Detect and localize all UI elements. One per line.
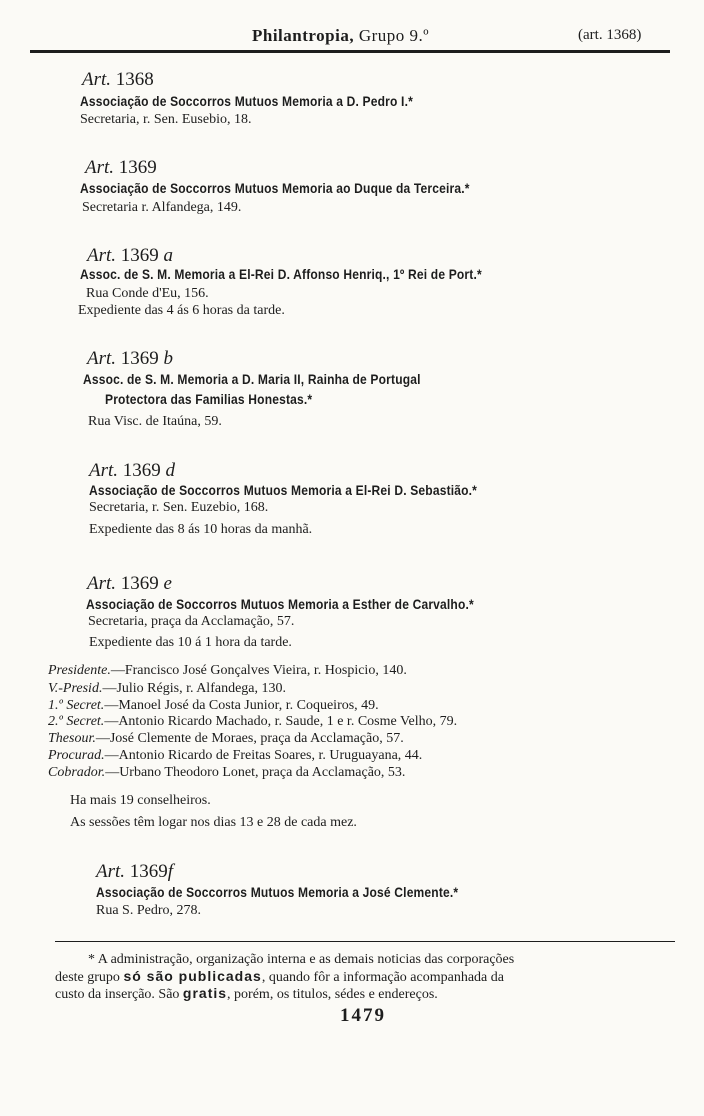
officer-row: Procurad.—Antonio Ricardo de Freitas Soares, r. Uruguayana, 44. bbox=[48, 748, 423, 763]
article-heading: Art. 1369 a bbox=[87, 245, 174, 266]
article-heading: Art. 1369 e bbox=[87, 573, 172, 594]
officer-row: 2.º Secret.—Antonio Ricardo Machado, r. Saude, 1 e r. Cosme Velho, 79. bbox=[48, 714, 458, 729]
entry-name: Associação de Soccorros Mutuos Memoria a D. Pedro I.* bbox=[80, 93, 413, 109]
header-group: Grupo 9.º bbox=[358, 26, 430, 45]
article-heading: Art. 1369 b bbox=[87, 348, 174, 369]
footnote-line: custo da inserção. São gratis, porém, os titulos, sédes e endereços. bbox=[55, 985, 438, 1002]
header-article-ref: (art. 1368) bbox=[578, 27, 642, 43]
officer-row: Cobrador.—Urbano Theodoro Lonet, praça da Acclamação, 53. bbox=[48, 765, 406, 780]
article-heading: Art. 1368 bbox=[82, 69, 154, 90]
entry-address: Rua Conde d'Eu, 156. bbox=[86, 286, 209, 301]
footnote-line: deste grupo só são publicadas, quando fôr a informação acompanhada da bbox=[55, 968, 504, 985]
article-heading: Art. 1369f bbox=[96, 861, 174, 882]
entry-name: Associação de Soccorros Mutuos Memoria ao Duque da Terceira.* bbox=[80, 180, 470, 196]
entry-name: Associação de Soccorros Mutuos Memoria a José Clemente.* bbox=[96, 884, 459, 900]
entry-address: Rua S. Pedro, 278. bbox=[96, 903, 201, 918]
entry-address: Rua Visc. de Itaúna, 59. bbox=[88, 414, 222, 429]
entry-name: Assoc. de S. M. Memoria a D. Maria II, Rainha de Portugal bbox=[83, 371, 421, 387]
sessions-note: As sessões têm logar nos dias 13 e 28 de cada mez. bbox=[70, 815, 357, 830]
footnote-rule bbox=[55, 941, 675, 942]
entry-address: Secretaria, praça da Acclamação, 57. bbox=[88, 614, 295, 629]
entry-address: Secretaria, r. Sen. Euzebio, 168. bbox=[89, 500, 269, 515]
entry-address: Secretaria, r. Sen. Eusebio, 18. bbox=[80, 112, 252, 127]
footnote-line: * A administração, organização interna e as demais noticias das corporações bbox=[88, 952, 515, 967]
officer-row: 1.º Secret.—Manoel José da Costa Junior, r. Coqueiros, 49. bbox=[48, 698, 379, 713]
entry-name: Assoc. de S. M. Memoria a El-Rei D. Affonso Henriq., 1º Rei de Port.* bbox=[80, 266, 482, 282]
counsellors-note: Ha mais 19 conselheiros. bbox=[70, 793, 211, 808]
officer-row: Presidente.—Francisco José Gonçalves Vieira, r. Hospicio, 140. bbox=[48, 663, 407, 678]
entry-name: Associação de Soccorros Mutuos Memoria a El-Rei D. Sebastião.* bbox=[89, 482, 478, 498]
entry-hours: Expediente das 10 á 1 hora da tarde. bbox=[89, 635, 292, 650]
entry-hours: Expediente das 8 ás 10 horas da manhã. bbox=[89, 522, 313, 537]
entry-address: Secretaria r. Alfandega, 149. bbox=[82, 200, 242, 215]
entry-name-continued: Protectora das Familias Honestas.* bbox=[105, 391, 313, 407]
page-number: 1479 bbox=[340, 1005, 386, 1026]
running-header bbox=[252, 26, 429, 46]
article-heading: Art. 1369 bbox=[85, 157, 157, 178]
entry-hours: Expediente das 4 ás 6 horas da tarde. bbox=[78, 303, 285, 318]
officer-row: Thesour.—José Clemente de Moraes, praça da Acclamação, 57. bbox=[48, 731, 404, 746]
header-rule bbox=[30, 50, 670, 53]
header-title: Philantropia, bbox=[252, 26, 355, 45]
entry-name: Associação de Soccorros Mutuos Memoria a Esther de Carvalho.* bbox=[86, 596, 474, 612]
officer-row: V.-Presid.—Julio Régis, r. Alfandega, 130. bbox=[48, 681, 286, 696]
article-heading: Art. 1369 d bbox=[89, 460, 176, 481]
